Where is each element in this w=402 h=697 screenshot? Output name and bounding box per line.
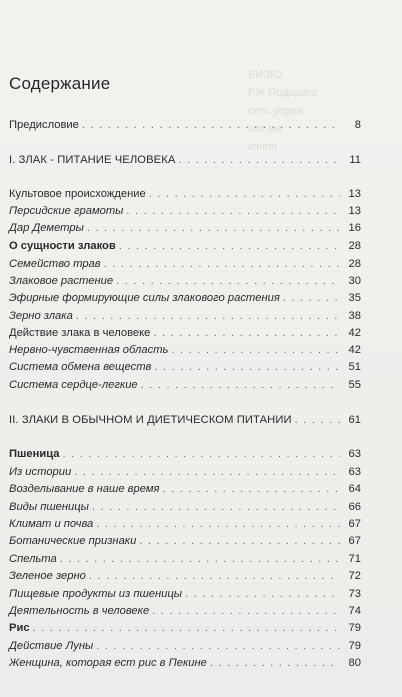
dot-leader	[153, 327, 340, 339]
toc-entry-title: Женщина, которая ест рис в Пекине	[9, 657, 207, 669]
toc-entry-title: Деятельность в человеке	[9, 605, 150, 617]
dot-leader	[33, 622, 340, 634]
toc-entry	[9, 640, 361, 657]
dot-leader	[283, 292, 340, 304]
toc-entry	[9, 605, 361, 622]
dot-leader	[119, 240, 340, 252]
toc-entry	[9, 448, 361, 465]
toc-entry-page-number: 63	[348, 448, 361, 460]
toc-entry-page-number: 64	[348, 483, 361, 495]
toc-entry	[9, 344, 361, 361]
toc-entry	[9, 154, 361, 171]
toc-entry-title: Нервно-чувственная область	[9, 344, 169, 356]
dot-leader	[185, 588, 340, 600]
toc-entry-title: Действие Луны	[9, 640, 94, 652]
toc-entry-title: Климат и почва	[9, 518, 94, 530]
toc-entry-title: Возделывание в наше время	[9, 483, 160, 495]
bleed-line: БИЗКЗ	[248, 69, 283, 81]
toc-entry-page-number: 16	[348, 222, 361, 234]
toc-entry-page-number: 67	[348, 535, 361, 547]
toc-entry	[9, 258, 361, 275]
toc-entry	[9, 570, 361, 587]
dot-leader	[76, 310, 340, 322]
toc-entry	[9, 466, 361, 483]
dot-leader	[104, 258, 340, 270]
toc-entry-title: Пшеница	[9, 448, 60, 460]
toc-entry-page-number: 8	[354, 119, 361, 131]
toc-entry-page-number: 11	[349, 154, 361, 166]
toc-entry-page-number: 13	[348, 188, 361, 200]
bleed-line: сеть упраж	[248, 105, 305, 117]
bleed-line: кпнпп	[248, 141, 277, 153]
toc-entry-page-number: 79	[348, 622, 361, 634]
toc-entry	[9, 553, 361, 570]
dot-leader	[141, 379, 340, 391]
toc-entry-page-number: 73	[348, 588, 361, 600]
toc-entry-page-number: 67	[348, 518, 361, 530]
toc-entry-page-number: 72	[348, 570, 361, 582]
toc-entry	[9, 222, 361, 239]
toc-entry-title: Злаковое растение	[9, 275, 114, 287]
dot-leader	[92, 501, 340, 513]
toc-entry	[9, 588, 361, 605]
toc-entry-title: Семейство трав	[9, 258, 101, 270]
toc-entry-title: Зеленое зерно	[9, 570, 86, 582]
toc-entry	[9, 361, 361, 378]
dot-leader	[171, 344, 340, 356]
toc-entry-title: Персидские грамоты	[9, 205, 124, 217]
toc-entry	[9, 119, 361, 136]
dot-leader	[210, 657, 340, 669]
toc-entry-page-number: 35	[348, 292, 361, 304]
toc-entry	[9, 414, 361, 431]
dot-leader	[82, 119, 340, 131]
toc-entry-page-number: 51	[348, 361, 361, 373]
toc-entry	[9, 535, 361, 552]
toc-entry	[9, 275, 361, 292]
toc-entry-title: О сущности злаков	[9, 240, 116, 252]
toc-entry-page-number: 79	[348, 640, 361, 652]
toc-entry-title: Виды пшеницы	[9, 501, 89, 513]
toc-entry-title: Зерно злака	[9, 310, 73, 322]
dot-leader	[152, 605, 340, 617]
toc-entry-page-number: 28	[348, 240, 361, 252]
toc-entry-page-number: 42	[348, 344, 361, 356]
bleed-line: РЖ Подорога	[248, 87, 317, 99]
dot-leader	[60, 553, 340, 565]
toc-entry-page-number: 61	[348, 414, 361, 426]
dot-leader	[96, 518, 340, 530]
bleed-line: коп ме	[248, 123, 282, 135]
dot-leader	[87, 222, 340, 234]
toc-entry-page-number: 74	[348, 605, 361, 617]
dot-leader	[162, 483, 340, 495]
toc-entry-title: Спельта	[9, 553, 57, 565]
toc-entry	[9, 205, 361, 222]
toc-entry-title: Рис	[9, 622, 30, 634]
dot-leader	[74, 466, 340, 478]
toc-entry-title: Культовое происхождение	[9, 188, 146, 200]
toc-entry-page-number: 42	[348, 327, 361, 339]
toc-entry	[9, 622, 361, 639]
toc-entry	[9, 379, 361, 396]
toc-entry	[9, 501, 361, 518]
toc-entry-title: Ботанические признаки	[9, 535, 137, 547]
toc-entry-page-number: 66	[348, 501, 361, 513]
toc-entry-page-number: 55	[348, 379, 361, 391]
toc-entry	[9, 657, 361, 674]
dot-leader	[178, 154, 340, 166]
page-title: Содержание	[9, 74, 111, 93]
dot-leader	[149, 188, 340, 200]
toc-entry-page-number: 38	[348, 310, 361, 322]
dot-leader	[96, 640, 340, 652]
dot-leader	[116, 275, 340, 287]
toc-entry	[9, 327, 361, 344]
toc-entry-title: Пищевые продукты из пшеницы	[9, 588, 182, 600]
toc-entry	[9, 292, 361, 309]
toc-entry-page-number: 80	[348, 657, 361, 669]
toc-entry	[9, 240, 361, 257]
dot-leader	[154, 361, 340, 373]
toc-entry	[9, 188, 361, 205]
toc-entry-page-number: 63	[348, 466, 361, 478]
toc-entry-page-number: 30	[348, 275, 361, 287]
dot-leader	[89, 570, 340, 582]
toc-entry-title: Предисловие	[9, 119, 79, 131]
dot-leader	[126, 205, 340, 217]
toc-entry-title: Из истории	[9, 466, 72, 478]
dot-leader	[62, 448, 340, 460]
dot-leader	[139, 535, 340, 547]
toc-entry-page-number: 13	[348, 205, 361, 217]
toc-entry-page-number: 71	[348, 553, 361, 565]
dot-leader	[295, 414, 340, 426]
toc-entry	[9, 310, 361, 327]
toc-entry-title: I. ЗЛАК - ПИТАНИЕ ЧЕЛОВЕКА	[9, 154, 176, 166]
toc-entry-page-number: 28	[348, 258, 361, 270]
toc-entry-title: Дар Деметры	[9, 222, 84, 234]
toc-entry-title: II. ЗЛАКИ В ОБЫЧНОМ И ДИЕТИЧЕСКОМ ПИТАНИИ	[9, 414, 292, 426]
toc-entry	[9, 483, 361, 500]
toc-entry-title: Действие злака в человеке	[9, 327, 151, 339]
toc-entry-title: Система обмена веществ	[9, 361, 152, 373]
toc-entry-title: Система сердце-легкие	[9, 379, 138, 391]
toc-entry	[9, 518, 361, 535]
toc-entry-title: Эфирные формирующие силы злакового растения	[9, 292, 280, 304]
